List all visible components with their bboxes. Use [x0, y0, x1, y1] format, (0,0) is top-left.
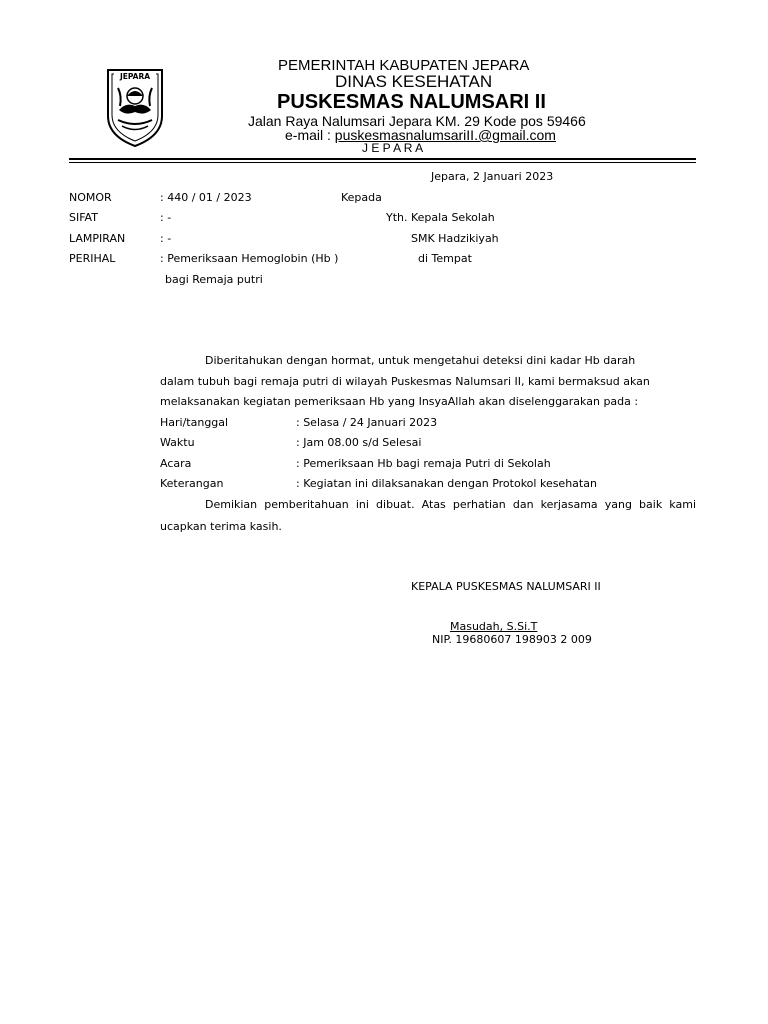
detail-value-note: : Kegiatan ini dilaksanakan dengan Protokol kesehatan — [296, 477, 597, 490]
body-paragraph-line-3: melaksanakan kegiatan pemeriksaan Hb yang InsyaAllah akan diselenggarakan pada : — [160, 395, 639, 408]
perihal-value: : Pemeriksaan Hemoglobin (Hb ) — [160, 252, 339, 265]
detail-value-date: : Selasa / 24 Januari 2023 — [296, 416, 438, 429]
kepada-label: Kepada — [341, 191, 382, 204]
closing-line-2: ucapkan terima kasih. — [160, 520, 282, 533]
letterhead-agency: DINAS KESEHATAN — [335, 72, 493, 91]
nomor-value: : 440 / 01 / 2023 — [160, 191, 252, 204]
sifat-label: SIFAT — [69, 211, 98, 224]
lampiran-label: LAMPIRAN — [69, 232, 126, 245]
detail-label-event: Acara — [160, 457, 192, 470]
detail-label-note: Keterangan — [160, 477, 224, 490]
recipient-place: di Tempat — [418, 252, 472, 265]
body-paragraph-line-1: Diberitahukan dengan hormat, untuk mengetahui deteksi dini kadar Hb darah — [205, 354, 636, 367]
jepara-regency-emblem — [104, 66, 166, 148]
letterhead-email: e-mail : puskesmasnalumsariII.@gmail.com — [285, 127, 556, 143]
signature-title: KEPALA PUSKESMAS NALUMSARI II — [411, 580, 601, 593]
perihal-label: PERIHAL — [69, 252, 116, 265]
recipient-school: SMK Hadzikiyah — [411, 232, 499, 245]
lampiran-value: : - — [160, 232, 172, 245]
signature-nip: NIP. 19680607 198903 2 009 — [432, 633, 592, 646]
detail-value-event: : Pemeriksaan Hb bagi remaja Putri di Sekolah — [296, 457, 551, 470]
letterhead-rule-thin — [69, 162, 696, 163]
detail-value-time: : Jam 08.00 s/d Selesai — [296, 436, 422, 449]
letterhead-government: PEMERINTAH KABUPATEN JEPARA — [278, 57, 530, 74]
nomor-label: NOMOR — [69, 191, 112, 204]
signature-name: Masudah, S.Si.T — [450, 620, 538, 633]
perihal-value-continued: bagi Remaja putri — [165, 273, 263, 286]
letterhead-rule-thick — [69, 158, 696, 160]
letterhead-address: Jalan Raya Nalumsari Jepara KM. 29 Kode pos 59466 — [248, 113, 586, 129]
detail-label-date: Hari/tanggal — [160, 416, 229, 429]
detail-label-time: Waktu — [160, 436, 195, 449]
body-paragraph-line-2: dalam tubuh bagi remaja putri di wilayah Puskesmas Nalumsari II, kami bermaksud akan — [160, 375, 650, 388]
sifat-value: : - — [160, 211, 172, 224]
recipient-title: Yth. Kepala Sekolah — [386, 211, 495, 224]
letterhead-institution: PUSKESMAS NALUMSARI II — [277, 91, 546, 113]
svg-text:JEPARA: JEPARA — [119, 72, 151, 81]
letterhead-city: J E P A R A — [362, 141, 424, 155]
email-link[interactable]: puskesmasnalumsariII.@gmail.com — [334, 127, 556, 143]
letter-date: Jepara, 2 Januari 2023 — [431, 170, 554, 183]
closing-line-1: Demikian pemberitahuan ini dibuat. Atas perhatian dan kerjasama yang baik kami — [205, 498, 696, 511]
